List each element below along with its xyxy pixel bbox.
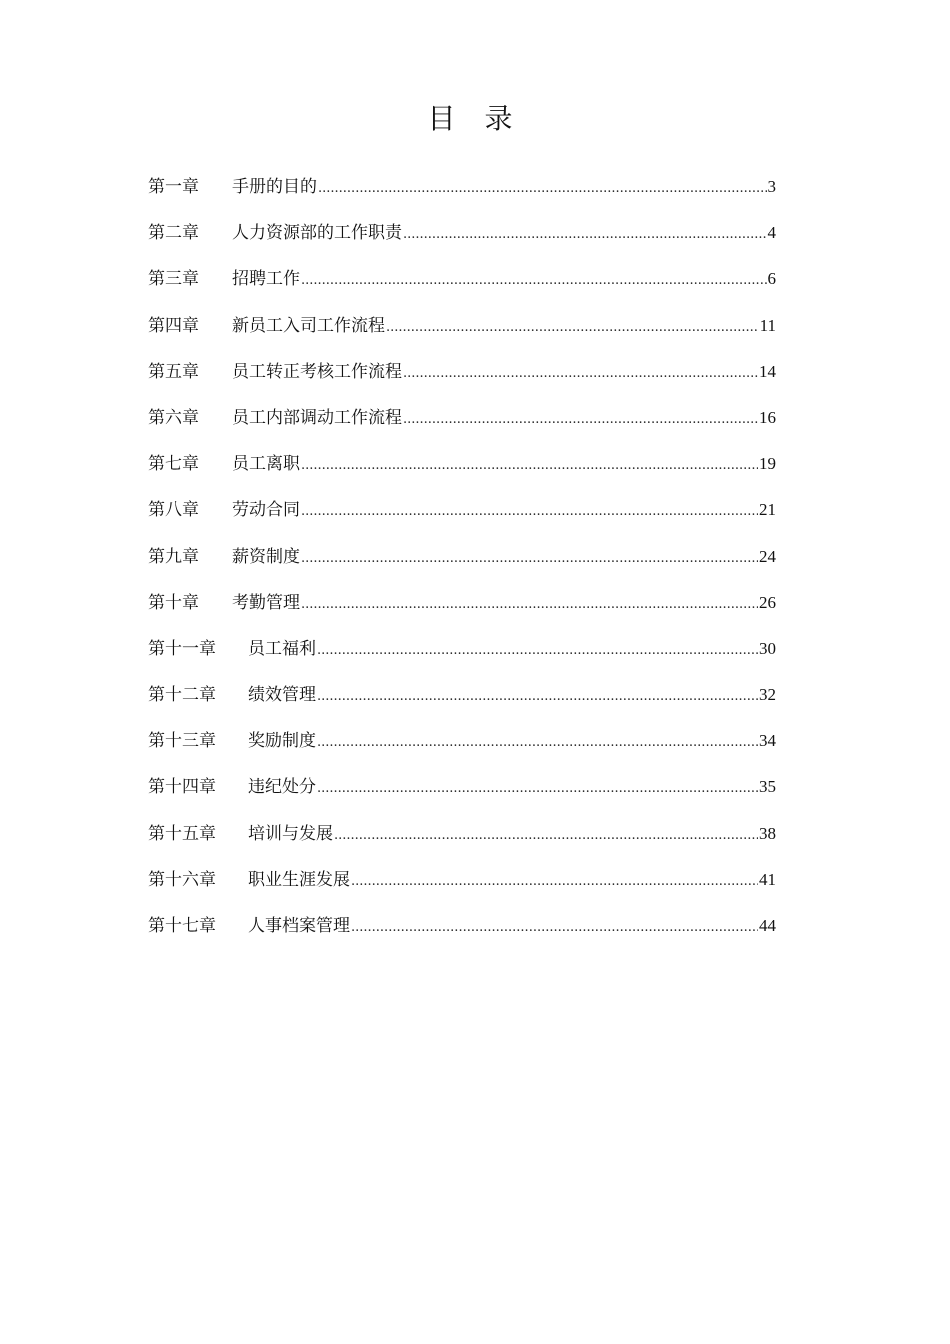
toc-entry-title: 员工福利 <box>248 638 316 659</box>
toc-entry-title: 员工转正考核工作流程 <box>232 361 402 382</box>
toc-entry-title: 劳动合同 <box>232 500 300 521</box>
dot-leader <box>403 355 758 393</box>
toc-entry[interactable] <box>148 399 776 445</box>
toc-page-number: 38 <box>759 823 776 843</box>
dot-leader <box>301 493 758 531</box>
toc-entry[interactable] <box>148 168 776 214</box>
dot-leader <box>301 586 758 624</box>
toc-page-number: 24 <box>759 546 776 566</box>
dot-leader <box>351 909 758 947</box>
toc-entry[interactable] <box>148 538 776 584</box>
toc-chapter-label: 第十五章 <box>148 823 216 844</box>
toc-entry-title: 考勤管理 <box>232 592 300 613</box>
toc-chapter-label: 第八章 <box>148 500 199 521</box>
dot-leader <box>301 540 758 578</box>
toc-entry-title: 新员工入司工作流程 <box>232 315 385 336</box>
toc-page-number: 6 <box>767 269 776 289</box>
dot-leader <box>386 309 759 347</box>
toc-page-number: 11 <box>759 315 776 335</box>
toc-chapter-label: 第五章 <box>148 361 199 382</box>
toc-chapter-label: 第十六章 <box>148 869 216 890</box>
toc-entry-title: 人力资源部的工作职责 <box>232 223 402 244</box>
toc-entry-title: 绩效管理 <box>248 685 316 706</box>
dot-leader <box>317 632 758 670</box>
toc-page-number: 26 <box>759 592 776 612</box>
toc-chapter-label: 第十一章 <box>148 638 216 659</box>
toc-entry[interactable] <box>148 584 776 630</box>
toc-entry[interactable] <box>148 307 776 353</box>
dot-leader <box>317 678 758 716</box>
toc-page-number: 19 <box>759 454 776 474</box>
toc-chapter-label: 第十三章 <box>148 731 216 752</box>
toc-chapter-label: 第三章 <box>148 269 199 290</box>
toc-chapter-label: 第一章 <box>148 177 199 197</box>
toc-chapter-label: 第十二章 <box>148 685 216 706</box>
toc-entry[interactable] <box>148 260 776 306</box>
toc-entry[interactable] <box>148 907 776 953</box>
toc-entry[interactable] <box>148 445 776 491</box>
toc-entry-title: 职业生涯发展 <box>248 869 350 890</box>
toc-page-number: 3 <box>767 177 776 196</box>
dot-leader <box>301 262 767 300</box>
dot-leader <box>317 724 758 762</box>
toc-entry-title: 招聘工作 <box>232 269 300 290</box>
toc-entry-title: 奖励制度 <box>248 731 316 752</box>
toc-entry[interactable] <box>148 491 776 537</box>
toc-page-number: 35 <box>759 777 776 797</box>
toc-entry-title: 培训与发展 <box>248 823 333 844</box>
toc-list <box>148 168 776 953</box>
toc-page-number: 21 <box>759 500 776 520</box>
toc-page-number: 32 <box>759 685 776 705</box>
toc-page-number: 14 <box>759 361 776 381</box>
toc-entry[interactable] <box>148 815 776 861</box>
toc-chapter-label: 第六章 <box>148 407 199 428</box>
dot-leader <box>403 216 767 254</box>
toc-entry-title: 员工内部调动工作流程 <box>232 407 402 428</box>
toc-chapter-label: 第十七章 <box>148 916 216 936</box>
toc-entry[interactable] <box>148 630 776 676</box>
toc-page-number: 41 <box>759 869 776 889</box>
toc-chapter-label: 第九章 <box>148 546 199 567</box>
toc-entry-title: 人事档案管理 <box>248 916 350 936</box>
toc-entry[interactable] <box>148 214 776 260</box>
dot-leader <box>334 817 758 855</box>
toc-title: 目 录 <box>427 101 523 135</box>
dot-leader <box>403 401 758 439</box>
toc-entry[interactable] <box>148 722 776 768</box>
dot-leader <box>317 770 758 808</box>
toc-entry-title: 员工离职 <box>232 454 300 475</box>
toc-chapter-label: 第四章 <box>148 315 199 336</box>
toc-chapter-label: 第十章 <box>148 592 199 613</box>
toc-chapter-label: 第七章 <box>148 454 199 475</box>
toc-page-number: 34 <box>759 731 776 751</box>
dot-leader <box>318 170 767 208</box>
toc-page-number: 44 <box>759 916 776 935</box>
toc-entry[interactable] <box>148 353 776 399</box>
toc-page-number: 30 <box>759 638 776 658</box>
toc-entry[interactable] <box>148 768 776 814</box>
toc-entry[interactable] <box>148 676 776 722</box>
toc-entry[interactable] <box>148 861 776 907</box>
toc-page-number: 16 <box>759 407 776 427</box>
toc-entry-title: 违纪处分 <box>248 777 316 798</box>
toc-entry-title: 手册的目的 <box>232 177 317 197</box>
toc-chapter-label: 第二章 <box>148 223 199 244</box>
dot-leader <box>351 863 758 901</box>
toc-chapter-label: 第十四章 <box>148 777 216 798</box>
toc-entry-title: 薪资制度 <box>232 546 300 567</box>
dot-leader <box>301 447 758 485</box>
toc-page-number: 4 <box>767 223 776 243</box>
